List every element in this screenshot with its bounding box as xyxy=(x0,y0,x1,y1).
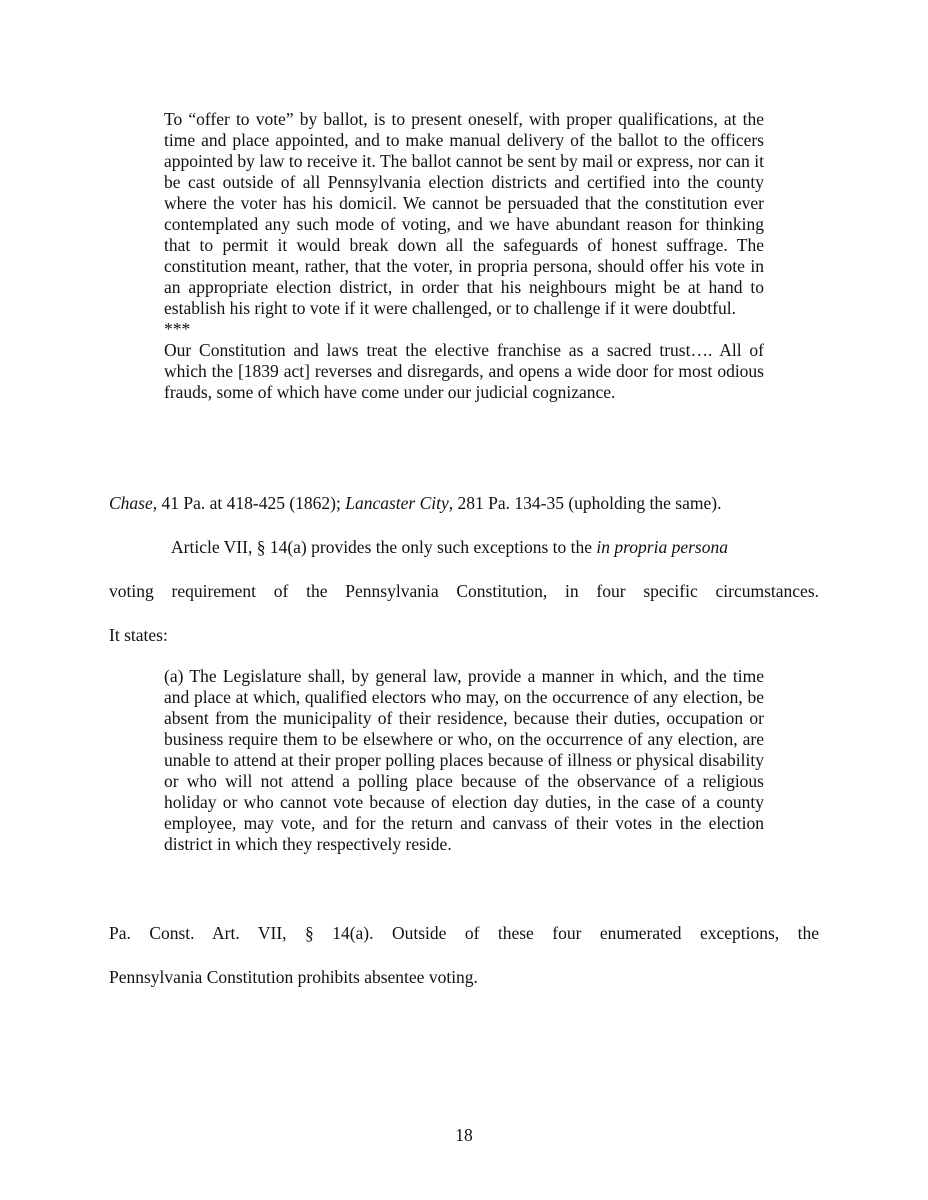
body-paragraph-line-3: It states: xyxy=(109,625,168,645)
body-text: Article VII, § 14(a) provides the only such exceptions to the xyxy=(171,537,597,557)
closing-line-2: Pennsylvania Constitution prohibits absentee voting. xyxy=(109,967,478,987)
block-quote-constitution xyxy=(164,666,764,855)
constitution-quote: (a) The Legislature shall, by general law, provide a manner in which, and the time and place at which, qualified electors who may, on the occurrence of any election, be absent from the municipality of their residence, because their duties, occupation or business require them to be elsewhere or who, on the occurrence of any election, are unable to attend at their proper polling places because of illness or physical disability or who will not attend a polling place because of the observance of a religious holiday or who cannot vote because of election day duties, in the case of a county employee, may vote, and for the return and canvass of their votes in the election district in which they respectively reside. xyxy=(164,666,764,854)
citation-text-2: , 281 Pa. 134-35 (upholding the same). xyxy=(448,493,722,513)
case-name-chase: Chase xyxy=(109,493,153,513)
body-paragraph-line-2: voting requirement of the Pennsylvania Constitution, in four specific circumstances. xyxy=(109,581,819,601)
body-paragraph-line-1 xyxy=(171,536,819,558)
citation-text-1: , 41 Pa. at 418-425 (1862); xyxy=(152,493,346,513)
citation-line xyxy=(109,492,819,514)
latin-phrase: in propria persona xyxy=(596,537,728,557)
quote-paragraph-1: To “offer to vote” by ballot, is to present oneself, with proper qualifications, at the time and place appointed, and to make manual delivery of the ballot to the officers appointed by law to receive it. The ballot cannot be sent by mail or express, nor can it be cast outside of all Pennsylvania election districts and certified into the county where the voter has his domicil. We cannot be persuaded that the constitution ever contemplated any such mode of voting, and we have abundant reason for thinking that to permit it would break down all the safeguards of honest suffrage. The constitution meant, rather, that the voter, in propria persona, should offer his vote in an appropriate election district, in order that his neighbours might be at hand to establish his right to vote if it were challenged, or to challenge if it were doubtful. xyxy=(164,109,764,318)
closing-line-1: Pa. Const. Art. VII, § 14(a). Outside of these four enumerated exceptions, the xyxy=(109,923,819,943)
block-quote-chase xyxy=(164,109,764,403)
case-name-lancaster: Lancaster City xyxy=(345,493,449,513)
quote-separator: *** xyxy=(164,319,191,339)
quote-paragraph-2: Our Constitution and laws treat the elective franchise as a sacred trust…. All of which the [1839 act] reverses and disregards, and opens a wide door for most odious frauds, some of which have come under our judicial cognizance. xyxy=(164,340,764,402)
page-number: 18 xyxy=(455,1125,473,1145)
